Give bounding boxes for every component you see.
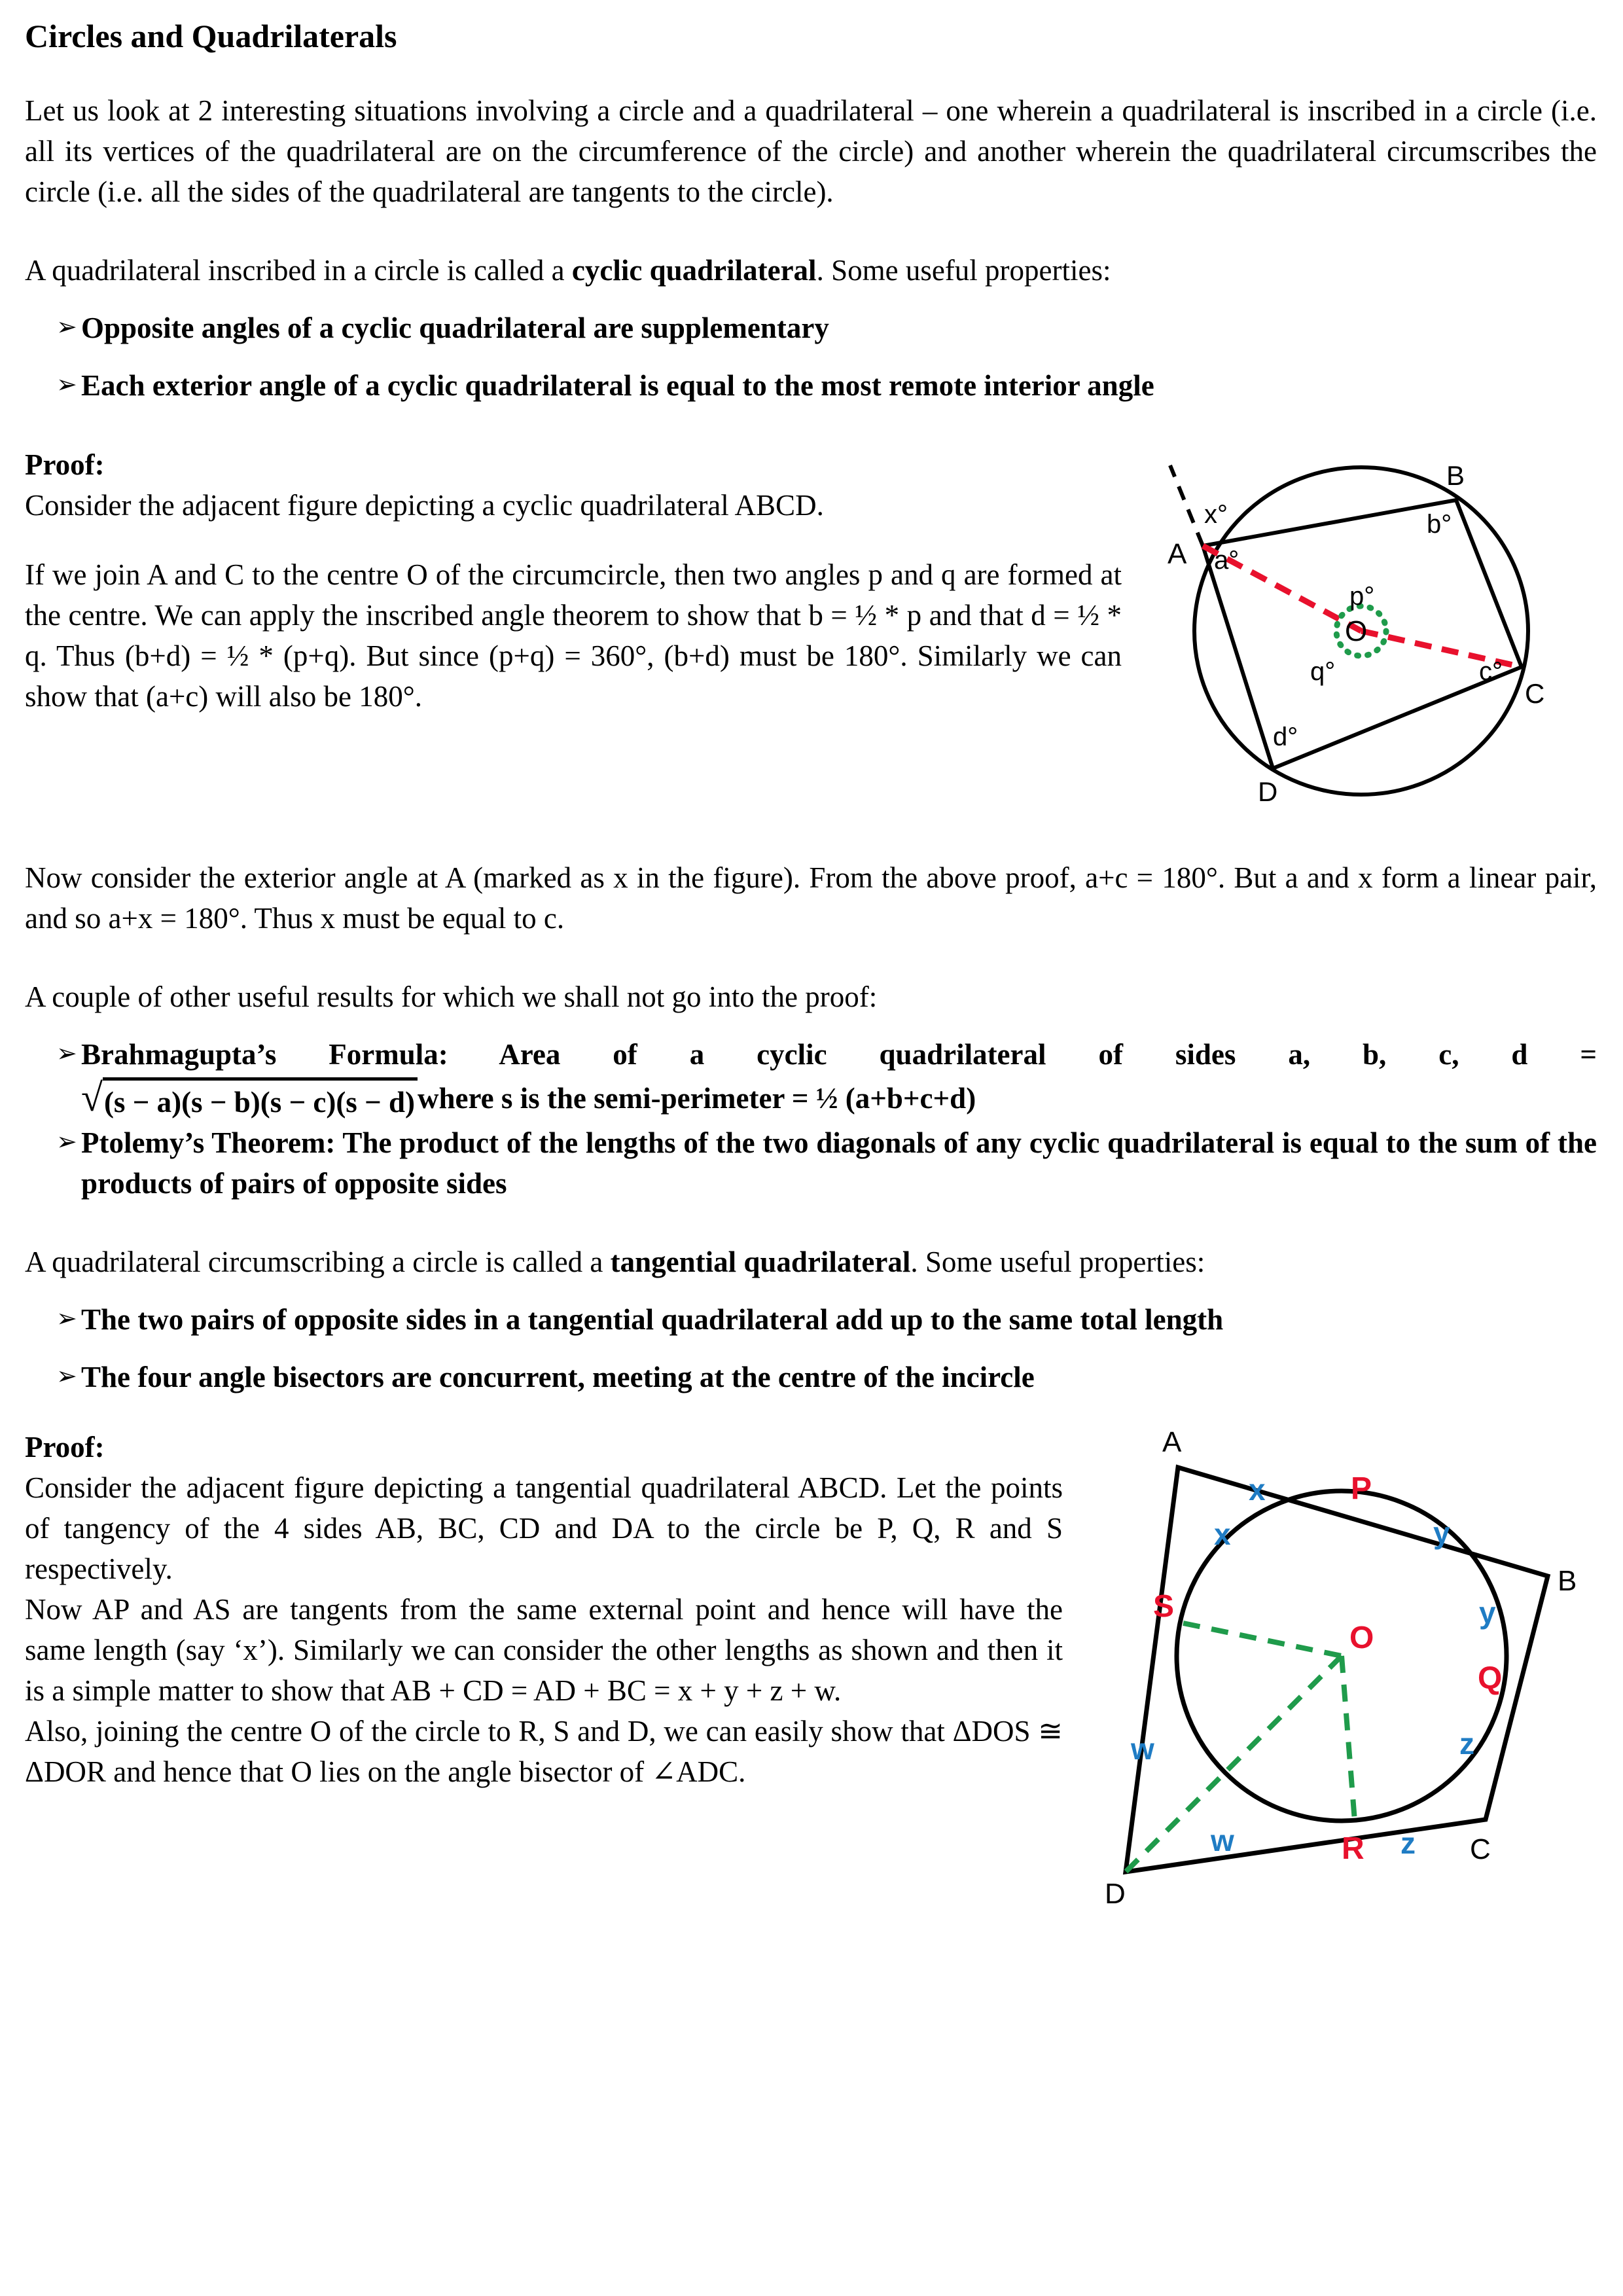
cyclic-quadrilateral-figure — [1139, 444, 1597, 814]
length-label-z-side: z — [1459, 1726, 1474, 1761]
proof-1-paragraph: If we join A and C to the centre O of the circumcircle, then two angles p and q are formed at the centre. We can apply the inscribed angle theorem to show that b = ½ * p and that d = ½ * q. Thus (b+d) = ½ * (p+q). But since (p+q) = 360°, (b+d) must be 180°. Similarly we can show that (a+c) will also be 180°. — [25, 558, 1122, 713]
tangential-definition-prefix: A quadrilateral circumscribing a circle is called a — [25, 1246, 611, 1279]
vertex-label-a: A — [1168, 537, 1187, 570]
tangential-quadrilateral-svg — [1080, 1427, 1597, 1911]
arrow-bullet-icon: ➢ — [56, 1127, 77, 1157]
radical-sign-icon: √ — [81, 1075, 103, 1119]
length-label-w-bottom: w — [1211, 1823, 1234, 1857]
tangential-quadrilateral-figure — [1080, 1427, 1597, 1914]
tangency-label-r: R — [1342, 1831, 1364, 1866]
square-root-expression — [81, 1077, 418, 1122]
proof-1-intro-line: Consider the adjacent figure depicting a cyclic quadrilateral ABCD. — [25, 488, 824, 522]
tangential-quadrilateral-term: tangential quadrilateral — [610, 1246, 911, 1279]
intro-paragraph: Let us look at 2 interesting situations involving a circle and a quadrilateral – one wherein a quadrilateral is inscribed in a circle (i.e. all its vertices of the quadrilateral are on the circumference of the circle) and another wherein the quadrilateral circumscribes the circle (i.e. all the sides of the quadrilateral are tangents to the circle). — [25, 94, 1597, 209]
brahmagupta-tail: where s is the semi-perimeter = ½ (a+b+c+d) — [417, 1081, 976, 1115]
tangential-property-2 — [25, 1357, 1597, 1397]
proof-2-paragraph-2: Now AP and AS are tangents from the same external point and hence will have the same length (say ‘x’). Similarly we can consider the other lengths as shown and then it is a simple matter to show that AB + CD = AD + BC = x + y + z + w. — [25, 1592, 1063, 1708]
arrow-bullet-icon: ➢ — [56, 1038, 77, 1067]
angle-label-d: d° — [1273, 722, 1298, 751]
tangency-label-q: Q — [1478, 1660, 1503, 1696]
arrow-bullet-icon: ➢ — [56, 370, 77, 399]
tangency-label-p: P — [1351, 1471, 1372, 1506]
tangential-property-2-text: The four angle bisectors are concurrent, meeting at the centre of the incircle — [81, 1361, 1035, 1394]
vertex-label-d: D — [1105, 1877, 1126, 1910]
vertex-label-d: D — [1258, 776, 1278, 807]
proof-2-paragraph-1: Consider the adjacent figure depicting a tangential quadrilateral ABCD. Let the points of tangency of the 4 sides AB, BC, CD and DA to the circle be P, Q, R and S respectively. — [25, 1471, 1063, 1585]
other-results-lead: A couple of other useful results for which we shall not go into the proof: — [25, 980, 878, 1013]
centre-label-o: O — [1345, 615, 1368, 647]
tangential-property-1-text: The two pairs of opposite sides in a tangential quadrilateral add up to the same total length — [81, 1303, 1224, 1336]
cyclic-property-1 — [25, 308, 1597, 348]
cyclic-definition-suffix: . Some useful properties: — [816, 254, 1111, 287]
arrow-bullet-icon: ➢ — [56, 1361, 77, 1391]
cyclic-property-1-text: Opposite angles of a cyclic quadrilateral are supplementary — [81, 312, 829, 345]
tangential-property-1 — [25, 1299, 1597, 1340]
angle-label-q: q° — [1310, 656, 1336, 686]
tangential-definition-suffix: . Some useful properties: — [910, 1246, 1205, 1279]
ptolemy-theorem-bullet — [25, 1122, 1597, 1204]
centre-label-o: O — [1349, 1620, 1374, 1655]
length-label-x-side: x — [1214, 1516, 1231, 1551]
proof-label-1: Proof: — [25, 448, 105, 481]
cyclic-definition-line — [25, 250, 1597, 291]
length-label-y-top: y — [1433, 1515, 1450, 1550]
angle-label-c: c° — [1479, 656, 1503, 686]
ptolemy-theorem-text: Ptolemy’s Theorem: The product of the lengths of the two diagonals of any cyclic quadrilateral is equal to the sum of the products of pairs of opposite sides — [81, 1126, 1597, 1200]
angle-label-b: b° — [1427, 509, 1452, 539]
length-label-w-side: w — [1131, 1731, 1154, 1766]
brahmagupta-formula-line — [81, 1077, 1597, 1122]
vertex-label-c: C — [1470, 1833, 1491, 1865]
length-label-z-bottom: z — [1400, 1825, 1416, 1860]
exterior-ray-at-a — [1170, 465, 1203, 546]
proof-label-2: Proof: — [25, 1430, 105, 1463]
cyclic-definition-prefix: A quadrilateral inscribed in a circle is called a — [25, 254, 572, 287]
cyclic-quadrilateral-term: cyclic quadrilateral — [571, 254, 817, 287]
proof-2-paragraph-3: Also, joining the centre O of the circle to R, S and D, we can easily show that ΔDOS ≅ ΔDOR and hence that O lies on the angle bisector of ∠ADC. — [25, 1715, 1063, 1789]
brahmagupta-formula-bullet — [25, 1034, 1597, 1122]
radius-or — [1342, 1656, 1355, 1821]
vertex-label-b: B — [1558, 1564, 1577, 1597]
exterior-angle-paragraph: Now consider the exterior angle at A (marked as x in the figure). From the above proof, a+c = 180°. But a and x form a linear pair, and so a+x = 180°. Thus x must be equal to c. — [25, 861, 1597, 935]
radicand: (s − a)(s − b)(s − c)(s − d) — [103, 1077, 418, 1122]
cyclic-property-2 — [25, 365, 1597, 406]
radius-os — [1183, 1623, 1342, 1656]
tangential-definition-line — [25, 1242, 1597, 1282]
length-label-y-side: y — [1479, 1595, 1496, 1630]
vertex-label-a: A — [1162, 1426, 1182, 1458]
angle-label-x: x° — [1204, 499, 1228, 529]
angle-label-a: a° — [1214, 545, 1240, 575]
brahmagupta-line-1: Brahmagupta’s Formula: Area of a cyclic quadrilateral of sides a, b, c, d = — [81, 1037, 1597, 1071]
vertex-label-c: C — [1525, 677, 1545, 709]
length-label-x-top: x — [1249, 1472, 1266, 1507]
angle-label-p: p° — [1349, 581, 1375, 611]
cyclic-quadrilateral-svg — [1139, 444, 1597, 811]
tangency-label-s: S — [1153, 1588, 1175, 1624]
page-title: Circles and Quadrilaterals — [25, 18, 397, 54]
vertex-label-b: B — [1446, 459, 1465, 491]
arrow-bullet-icon: ➢ — [56, 1304, 77, 1333]
cyclic-property-2-text: Each exterior angle of a cyclic quadrilateral is equal to the most remote interior angle — [81, 369, 1154, 403]
arrow-bullet-icon: ➢ — [56, 312, 77, 342]
